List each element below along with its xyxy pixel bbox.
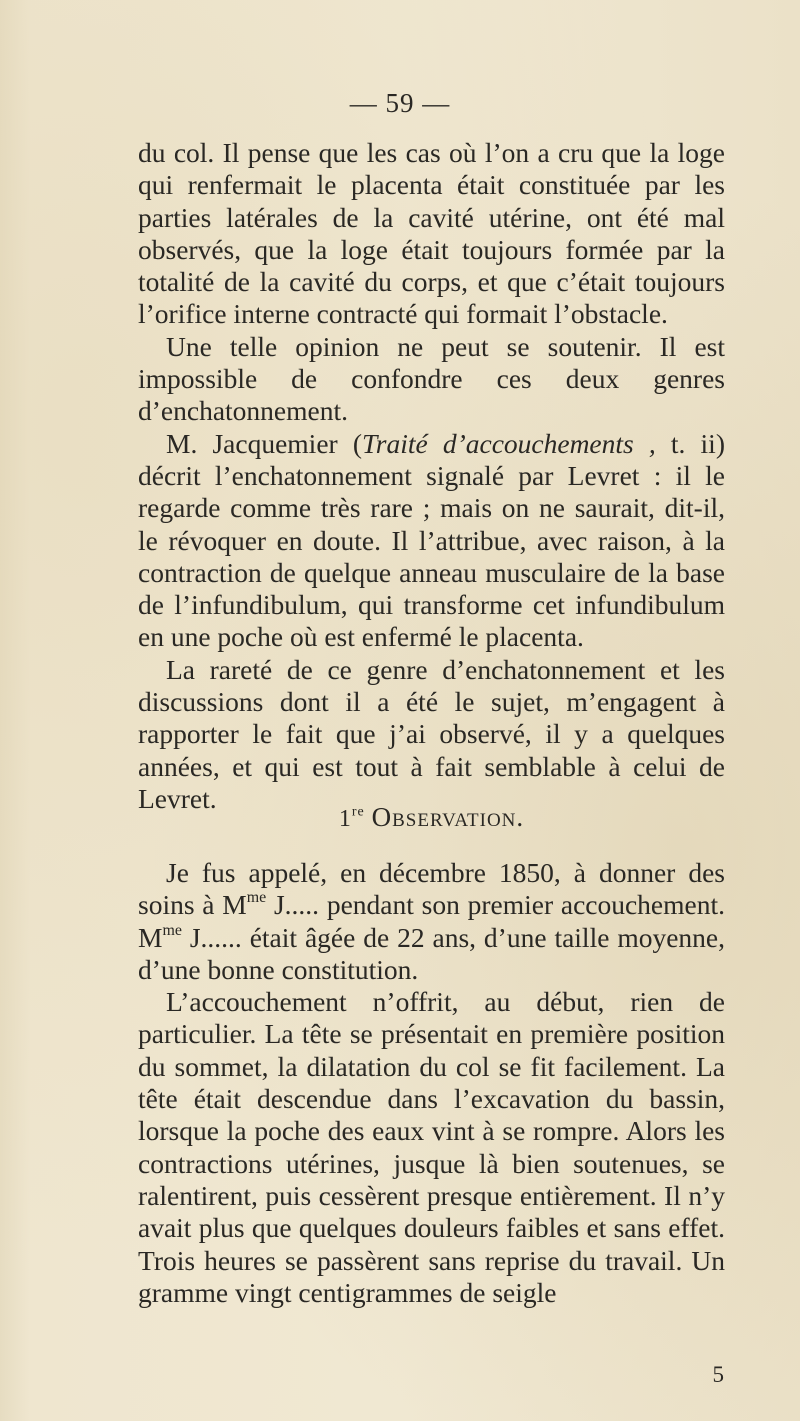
madame-abbrev-2: me [162, 921, 182, 939]
book-title: Traité d’accouchements , [361, 427, 656, 459]
paragraph-delivery: L’accouchement n’offrit, au début, rien de particulier. La tête se présentait en première position du sommet, la dilatation du col se fit facilement. La tête était descendue dans l’excavation du bassin, lorsque la poche des eaux vint à se rompre. Alors les contractions utérines, jusque là bien soutenues, se ralentirent, puis cessèrent presque entièrement. Il n’y avait plus que quelques douleurs faibles et sans effet. Trois heures se passèrent sans reprise du travail. Un gramme vingt centigrammes de seigle [138, 986, 725, 1308]
observation-heading [138, 802, 725, 833]
paragraph-continuation: du col. Il pense que les cas où l’on a cru que la loge qui renfermait le placenta était constituée par les parties latérales de la cavité utérine, ont été mal observés, que la loge était toujours formée par la totalité de la cavité du corps, et que c’était toujours l’orifice interne contracté qui formait l’obstacle. [138, 137, 725, 330]
text-block-observation [138, 857, 725, 1309]
page-number: — 59 — [349, 88, 451, 118]
madame-abbrev-1: me [246, 889, 267, 907]
observation-number: 1 [338, 806, 352, 832]
paragraph-opinion: Une telle opinion ne peut se soutenir. Il est impossible de confondre ces deux genres d’enchatonnement. [138, 330, 725, 427]
signature-mark: 5 [712, 1362, 724, 1387]
paragraph-rarity: La rareté de ce genre d’enchatonnement et les discussions dont il a été le sujet, m’engagent à rapporter le fait que j’ai observé, il y a quelques années, et qui est tout à fait semblable à celui de Levret. [138, 653, 725, 814]
text-block-top [138, 137, 725, 815]
paragraph-patient [138, 857, 725, 986]
observation-title: Observation. [371, 802, 525, 832]
paragraph-patient-part-3: J...... était âgée de 22 ans, d’une taille moyenne, d’une bonne constitution. [138, 921, 725, 985]
paragraph-jacquemier-start: M. Jacquemier ( [166, 427, 362, 459]
paragraph-patient-part-1: Je fus appelé, en décembre 1850, à donner des soins à M [138, 857, 725, 921]
paragraph-jacquemier [138, 428, 725, 654]
paragraph-jacquemier-rest: t. ii) décrit l’enchatonnement signalé par Levret : il le regarde comme très rare ; mais on ne saurait, dit-il, le révoquer en doute. Il l’attribue, avec raison, à la contraction de quelque anneau musculaire de la base de l’infundibulum, qui transforme cet infundibulum en une poche où est enfermé le placenta. [138, 427, 725, 653]
observation-ordinal: re [351, 804, 365, 820]
paragraph-patient-part-2: J..... pendant son premier accouchement. M [138, 889, 726, 953]
